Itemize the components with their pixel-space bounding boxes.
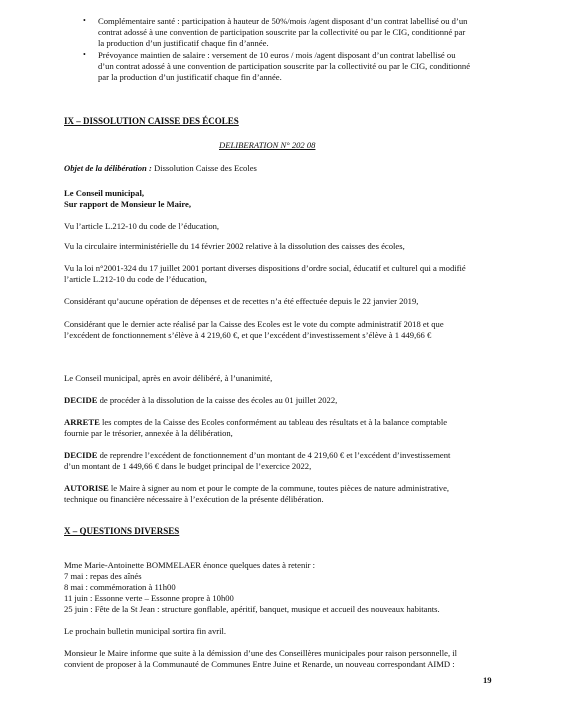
bulletin-note: Le prochain bulletin municipal sortira fin avril. bbox=[64, 626, 227, 636]
bullet-2-line-2: d’un contrat adossé à une convention de participation souscrite par la collectivité ou par le CIG, conditionné bbox=[98, 61, 471, 71]
objet-line bbox=[64, 163, 257, 174]
arrete-line-2: fournie par le trésorier, annexée à la délibération, bbox=[64, 428, 233, 438]
bullet-1-line-3: la production d’un justificatif chaque fin d’année. bbox=[98, 38, 269, 48]
section-title-x: X – QUESTIONS DIVERSES bbox=[64, 526, 180, 536]
objet-value: Dissolution Caisse des Ecoles bbox=[151, 163, 257, 173]
objet-label: Objet de la délibération : bbox=[64, 163, 152, 173]
decide-dissolution bbox=[64, 395, 337, 406]
mme-intro: Mme Marie-Antoinette BOMMELAER énonce quelques dates à retenir : bbox=[64, 560, 316, 570]
autorise-line-2: technique ou financière nécessaire à l’exécution de la présente délibération. bbox=[64, 494, 324, 504]
autorise-line-1 bbox=[64, 483, 449, 494]
arrete-keyword: ARRETE bbox=[64, 417, 100, 427]
vu-education-code: Vu l’article L.212-10 du code de l’éducation, bbox=[64, 221, 220, 231]
autorise-keyword: AUTORISE bbox=[64, 483, 109, 493]
autorise-text: le Maire à signer au nom et pour le compte de la commune, toutes pièces de nature administrative, bbox=[108, 483, 450, 493]
vu-loi-line-1: Vu la loi n°2001-324 du 17 juillet 2001 portant diverses dispositions d’ordre social, éducatif et culturel qui a modifié bbox=[64, 263, 466, 273]
maire-info-line-1: Monsieur le Maire informe que suite à la démission d’une des Conseillères municipales pour raison personnelle, il bbox=[64, 648, 458, 658]
date-item: 8 mai : commémoration à 11h00 bbox=[64, 582, 176, 592]
decide-reprise-text: de reprendre l’excédent de fonctionnement d’un montant de 4 219,60 € et l’excédent d’investissement bbox=[97, 450, 451, 460]
bullet-2-line-1: Prévoyance maintien de salaire : versement de 10 euros / mois /agent disposant d’un contrat labellisé ou bbox=[98, 50, 456, 60]
considerant-1: Considérant qu’aucune opération de dépenses et de recettes n’a été effectuée depuis le 22 janvier 2019, bbox=[64, 296, 419, 306]
arrete-text: les comptes de la Caisse des Ecoles conformément au tableau des résultats et à la balance comptable bbox=[99, 417, 448, 427]
date-item: 25 juin : Fête de la St Jean : structure gonflable, apéritif, banquet, musique et accueil des nouveaux habitants. bbox=[64, 604, 440, 614]
council-line-1: Le Conseil municipal, bbox=[64, 188, 144, 198]
bullet-1-line-1: Complémentaire santé : participation à hauteur de 50%/mois /agent disposant d’un contrat labellisé ou d’un bbox=[98, 16, 468, 26]
apres-deliberation: Le Conseil municipal, après en avoir délibéré, à l’unanimité, bbox=[64, 373, 273, 383]
bullet-2-line-3: par la production d’un justificatif chaque fin d’année. bbox=[98, 72, 282, 82]
date-item: 11 juin : Essonne verte – Essonne propre à 10h00 bbox=[64, 593, 234, 603]
vu-circulaire: Vu la circulaire interministérielle du 14 février 2002 relative à la dissolution des caisses des écoles, bbox=[64, 241, 405, 251]
bullet-marker: • bbox=[83, 50, 86, 59]
considerant-2-line-1: Considérant que le dernier acte réalisé par la Caisse des Ecoles est le vote du compte administratif 2018 et que bbox=[64, 319, 444, 329]
bullet-marker: • bbox=[83, 16, 86, 25]
date-item: 7 mai : repas des aînés bbox=[64, 571, 142, 581]
deliberation-number: DELIBERATION N° 202 08 bbox=[219, 140, 316, 150]
arrete-line-1 bbox=[64, 417, 447, 428]
decide-keyword: DECIDE bbox=[64, 395, 98, 405]
decide-reprise-line-1 bbox=[64, 450, 450, 461]
considerant-2-line-2: l’excédent de fonctionnement s’élève à 4 219,60 €, et que l’excédent d’investissement s’élève à 1 449,66 € bbox=[64, 330, 432, 340]
decide-keyword: DECIDE bbox=[64, 450, 98, 460]
bullet-1-line-2: contrat adossé à une convention de participation souscrite par la collectivité ou par le CIG, conditionné par bbox=[98, 27, 466, 37]
decide-dissolution-text: de procéder à la dissolution de la caisse des écoles au 01 juillet 2022, bbox=[97, 395, 338, 405]
vu-loi-line-2: l’article L.212-10 du code de l’éducation, bbox=[64, 274, 207, 284]
maire-info-line-2: convient de proposer à la Communauté de Communes Entre Juine et Renarde, un nouveau correspondant AIMD : bbox=[64, 659, 455, 669]
council-line-2: Sur rapport de Monsieur le Maire, bbox=[64, 199, 191, 209]
section-title-ix: IX – DISSOLUTION CAISSE DES ÉCOLES bbox=[64, 116, 239, 126]
page-number: 19 bbox=[483, 675, 492, 685]
decide-reprise-line-2: d’un montant de 1 449,66 € dans le budget principal de l’exercice 2022, bbox=[64, 461, 312, 471]
